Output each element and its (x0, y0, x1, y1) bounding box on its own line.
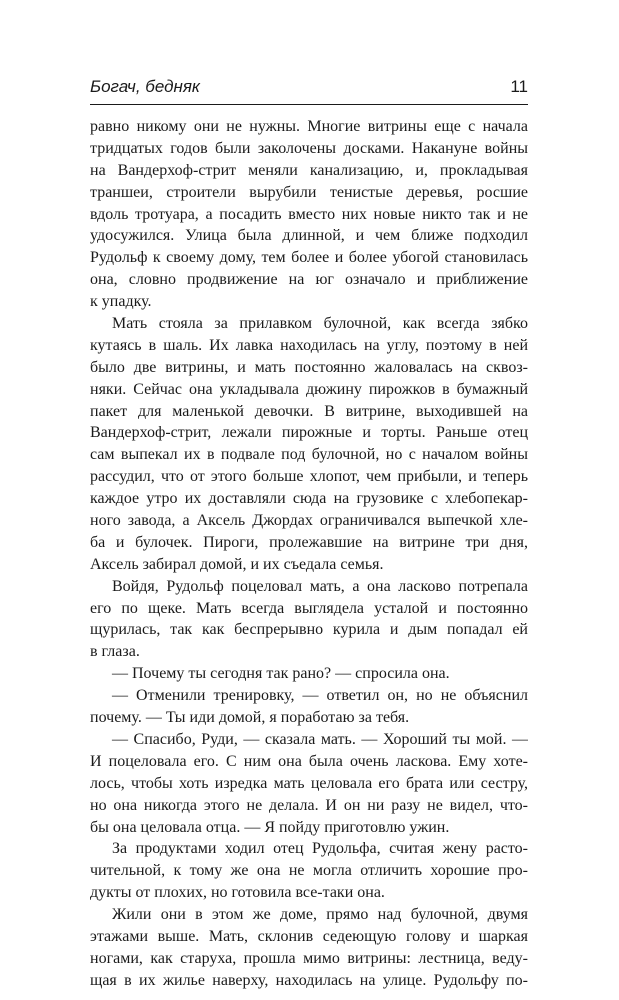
text-line: удосужился. Улица была длинной, и чем ближе подходил (90, 227, 528, 245)
text-line: ба и булочек. Пироги, пролежавшие на витрине три дня, (90, 533, 528, 551)
text-line: кутаясь в шаль. Их лавка находилась на углу, поэтому в ней (90, 336, 528, 354)
text-line: — Спасибо, Руди, — сказала мать. — Хороший ты мой. — (112, 730, 528, 748)
text-line: дукты от плохих, но готовила все-таки она. (90, 884, 385, 902)
text-line: щурилась, так как беспрерывно курила и дым попадал ей (90, 621, 528, 639)
text-line: Аксель забирал домой, и их съедала семья. (90, 555, 384, 573)
running-title: Богач, бедняк (90, 77, 200, 96)
text-line: его по щеке. Мать всегда выглядела усталой и постоянно (90, 599, 528, 617)
text-line: Вандерхоф-стрит, лежали пирожные и торты. Раньше отец (90, 424, 528, 442)
body-text (90, 116, 528, 992)
text-line: тридцатых годов были заколочены досками. Накануне войны (90, 139, 528, 157)
header-rule (90, 104, 528, 105)
text-line: траншеи, строители вырубили тенистые деревья, росшие (90, 183, 528, 201)
text-line: Рудольф к своему дому, тем более и более убогой становилась (90, 249, 528, 267)
text-line: она, словно продвижение на юг означало и приближение (90, 271, 528, 289)
text-line: пакет для маленькой девочки. В витрине, выходившей на (90, 402, 528, 420)
text-line: Жили они в этом же доме, прямо над булочной, двумя (112, 906, 528, 924)
text-line: каждое утро их доставляли сюда на грузовике с хлебопекар- (90, 490, 528, 508)
text-line: рассудил, что от этого больше хлопот, чем прибыли, и теперь (90, 468, 528, 486)
text-line: но она никогда этого не делала. И он ни разу не видел, что- (90, 796, 528, 814)
text-line: ногами, как старуха, прошла мимо витрины: лестница, веду- (90, 949, 528, 967)
text-line: ного завода, а Аксель Джордах ограничивался выпечкой хле- (90, 512, 528, 530)
text-line: равно никому они не нужны. Многие витрины еще с начала (90, 118, 528, 135)
text-line: в глаза. (90, 643, 140, 661)
text-line: За продуктами ходил отец Рудольфа, считая жену расто- (112, 840, 528, 858)
page-header (90, 76, 528, 100)
text-line: — Почему ты сегодня так рано? — спросила она. (112, 665, 450, 683)
text-line: Войдя, Рудольф поцеловал мать, а она ласково потрепала (112, 577, 528, 595)
text-line: вдоль тротуара, а посадить вместо них новые никто так и не (90, 205, 528, 223)
text-line: на Вандерхоф-стрит меняли канализацию, и, прокладывая (90, 161, 528, 179)
text-line: И поцеловала его. С ним она была очень ласкова. Ему хоте- (90, 752, 528, 770)
text-line: чительной, к тому же она не могла отличить хорошие про- (90, 862, 528, 880)
page-number: 11 (510, 77, 528, 96)
text-line: няки. Сейчас она укладывала дюжину пирожков в бумажный (90, 380, 528, 398)
text-line: щая в их жилье наверху, находилась на улице. Рудольфу по- (90, 971, 528, 989)
text-line: Мать стояла за прилавком булочной, как всегда зябко (112, 315, 528, 333)
text-line: этажами выше. Мать, склонив седеющую голову и шаркая (90, 927, 528, 945)
text-line: лось, чтобы хоть изредка мать целовала его брата или сестру, (90, 774, 528, 792)
text-line: бы она целовала отца. — Я пойду приготовлю ужин. (90, 818, 450, 836)
text-line: было две витрины, и мать постоянно жаловалась на сквоз- (90, 358, 528, 376)
text-line: сам выпекал их в подвале под булочной, но с началом войны (90, 446, 528, 464)
text-line: почему. — Ты иди домой, я поработаю за тебя. (90, 709, 410, 727)
text-line: — Отменили тренировку, — ответил он, но не объяснил (112, 687, 528, 705)
text-line: к упадку. (90, 293, 152, 311)
